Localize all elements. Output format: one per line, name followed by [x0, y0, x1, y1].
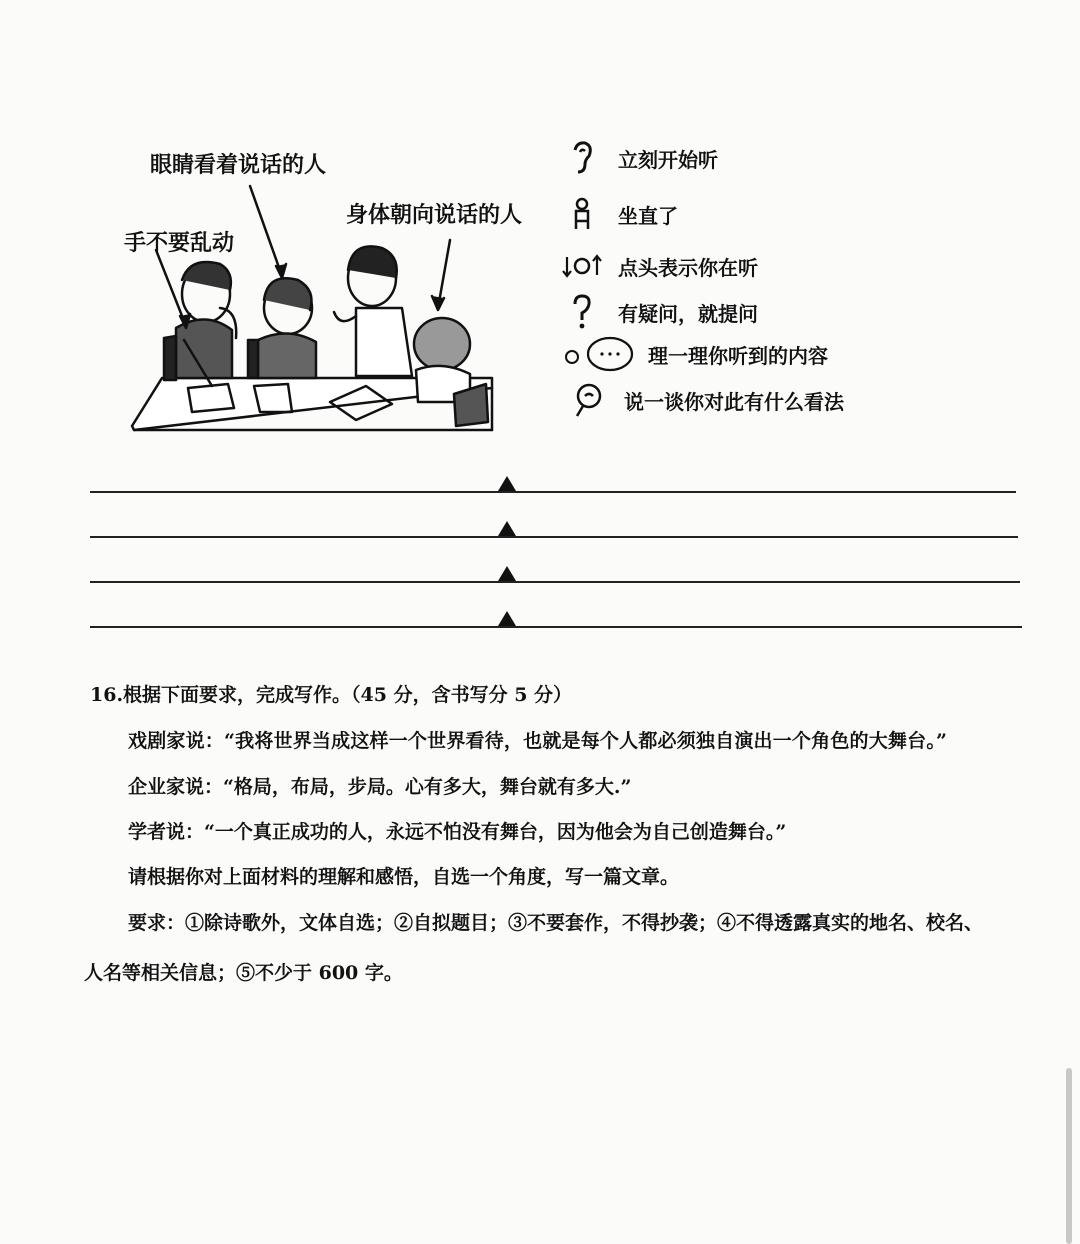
thought-bubble-icon	[562, 334, 634, 374]
legend-text: 点头表示你在听	[618, 255, 758, 280]
legend-item-ask	[560, 292, 758, 332]
triangle-marker-icon	[498, 521, 516, 536]
legend-item-sit-straight	[560, 194, 678, 234]
nodding-head-icon	[560, 246, 604, 286]
sitting-person-icon	[560, 194, 604, 234]
legend-text: 坐直了	[618, 203, 678, 228]
answer-line	[90, 581, 1020, 583]
question-mark-icon	[560, 292, 604, 332]
writing-instruction: 请根据你对上面材料的理解和感悟，自选一个角度，写一篇文章。	[128, 866, 680, 888]
legend-item-listen	[560, 138, 718, 178]
legend-text: 说一谈你对此有什么看法	[624, 389, 844, 414]
answer-line	[90, 626, 1022, 628]
label-hands-still: 手不要乱动	[124, 230, 235, 256]
answer-line	[90, 536, 1018, 538]
students-listening-drawing	[120, 140, 560, 440]
legend-item-nod	[560, 246, 758, 286]
triangle-marker-icon	[498, 566, 516, 581]
legend-item-share-opinion	[566, 380, 844, 420]
scrollbar[interactable]	[1066, 1068, 1072, 1244]
question-title: 16.根据下面要求，完成写作。（45 分，含书写分 5 分）	[90, 684, 573, 706]
label-body-toward-speaker: 身体朝向说话的人	[346, 202, 523, 228]
legend-item-organize	[562, 334, 828, 374]
legend-text: 有疑问，就提问	[618, 301, 758, 326]
triangle-marker-icon	[498, 476, 516, 491]
requirements-line-2: 人名等相关信息；⑤不少于 600 字。	[84, 962, 403, 984]
label-eyes-on-speaker: 眼睛看着说话的人	[150, 152, 327, 178]
classroom-illustration	[120, 140, 560, 440]
legend-text: 理一理你听到的内容	[648, 343, 828, 368]
quote-dramatist: 戏剧家说：“我将世界当成这样一个世界看待，也就是每个人都必须独自演出一个角色的大舞台。”	[128, 730, 948, 752]
quote-entrepreneur: 企业家说：“格局，布局，步局。心有多大，舞台就有多大.”	[128, 776, 632, 798]
answer-line	[90, 491, 1016, 493]
speaking-head-icon	[566, 380, 610, 420]
requirements-line-1: 要求：①除诗歌外，文体自选；②自拟题目；③不要套作，不得抄袭；④不得透露真实的地名、校名、	[128, 912, 984, 934]
quote-scholar: 学者说：“一个真正成功的人，永远不怕没有舞台，因为他会为自己创造舞台。”	[128, 821, 787, 843]
ear-icon	[560, 138, 604, 178]
triangle-marker-icon	[498, 611, 516, 626]
legend-text: 立刻开始听	[618, 147, 718, 172]
